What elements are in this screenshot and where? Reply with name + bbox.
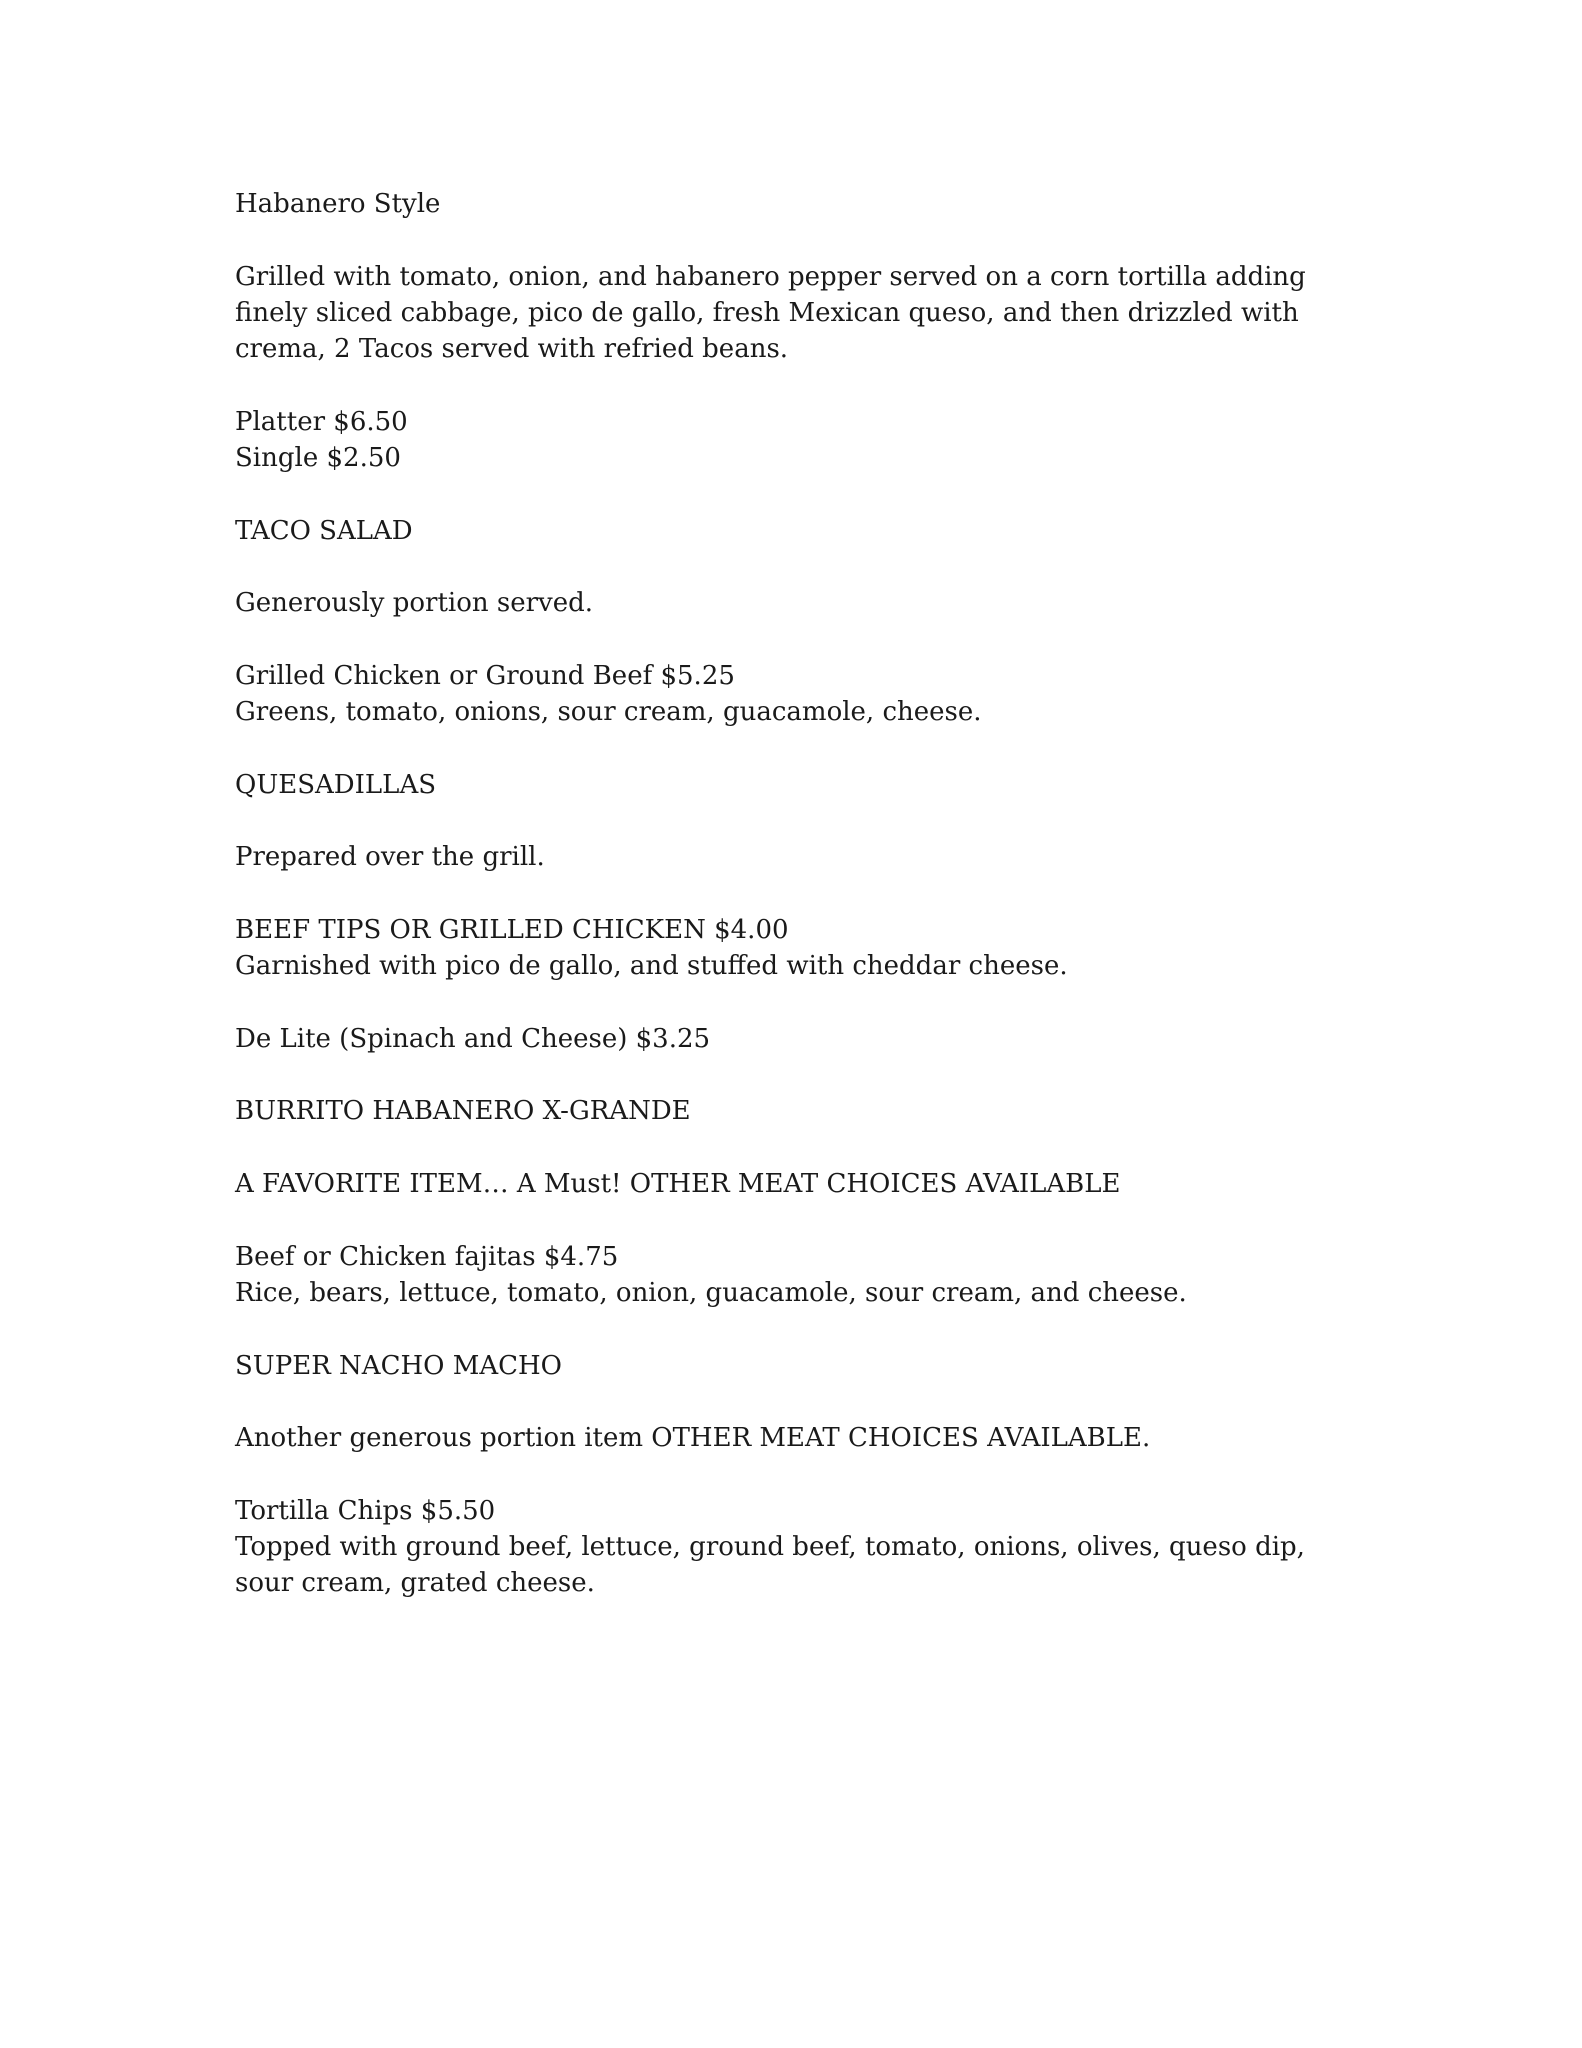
- heading-quesadillas: QUESADILLAS: [235, 769, 437, 800]
- habanero-desc-line: Grilled with tomato, onion, and habanero pepper served on a corn tortilla adding: [235, 261, 1306, 292]
- section-heading-habanero: [235, 186, 1365, 222]
- nacho-item-desc-line: Topped with ground beef, lettuce, ground beef, tomato, onions, olives, queso dip,: [235, 1531, 1305, 1562]
- quesadillas-intro: [235, 839, 1365, 875]
- taco-salad-intro: [235, 585, 1365, 621]
- habanero-desc-line: finely sliced cabbage, pico de gallo, fresh Mexican queso, and then drizzled with: [235, 297, 1299, 328]
- nacho-intro-text: Another generous portion item OTHER MEAT CHOICES AVAILABLE.: [235, 1423, 1151, 1454]
- burrito-intro-text: A FAVORITE ITEM… A Must! OTHER MEAT CHOICES AVAILABLE: [235, 1169, 1121, 1200]
- quesadillas-item2-name: De Lite (Spinach and Cheese) $3.25: [235, 1023, 711, 1054]
- habanero-prices: [235, 404, 1365, 477]
- heading-nacho: SUPER NACHO MACHO: [235, 1350, 562, 1381]
- burrito-intro: [235, 1166, 1365, 1202]
- section-heading-nacho: [235, 1348, 1365, 1384]
- quesadillas-item2: [235, 1021, 1365, 1057]
- nacho-item-name: Tortilla Chips $5.50: [235, 1495, 496, 1526]
- quesadillas-item-desc: Garnished with pico de gallo, and stuffed with cheddar cheese.: [235, 951, 1068, 982]
- taco-salad-item: [235, 658, 1365, 731]
- price-single: Single $2.50: [235, 443, 401, 474]
- nacho-intro: [235, 1420, 1365, 1456]
- section-heading-quesadillas: [235, 767, 1365, 803]
- taco-salad-intro-text: Generously portion served.: [235, 588, 594, 619]
- habanero-description: [235, 259, 1365, 368]
- section-heading-taco-salad: [235, 513, 1365, 549]
- heading-burrito: BURRITO HABANERO X-GRANDE: [235, 1096, 691, 1127]
- taco-salad-item-desc: Greens, tomato, onions, sour cream, guacamole, cheese.: [235, 697, 982, 728]
- burrito-item: [235, 1239, 1365, 1312]
- quesadillas-item: [235, 912, 1365, 985]
- burrito-item-name: Beef or Chicken fajitas $4.75: [235, 1241, 619, 1272]
- habanero-desc-line: crema, 2 Tacos served with refried beans.: [235, 334, 789, 365]
- section-heading-burrito: [235, 1093, 1365, 1129]
- taco-salad-item-name: Grilled Chicken or Ground Beef $5.25: [235, 660, 735, 691]
- nacho-item: [235, 1493, 1365, 1602]
- heading-habanero: Habanero Style: [235, 189, 441, 219]
- quesadillas-intro-text: Prepared over the grill.: [235, 842, 545, 873]
- heading-taco-salad: TACO SALAD: [235, 515, 413, 546]
- menu-content: [235, 186, 1365, 1638]
- burrito-item-desc: Rice, bears, lettuce, tomato, onion, guacamole, sour cream, and cheese.: [235, 1277, 1187, 1308]
- price-platter: Platter $6.50: [235, 406, 408, 437]
- quesadillas-item-name: BEEF TIPS OR GRILLED CHICKEN $4.00: [235, 914, 789, 945]
- nacho-item-desc-line: sour cream, grated cheese.: [235, 1568, 595, 1599]
